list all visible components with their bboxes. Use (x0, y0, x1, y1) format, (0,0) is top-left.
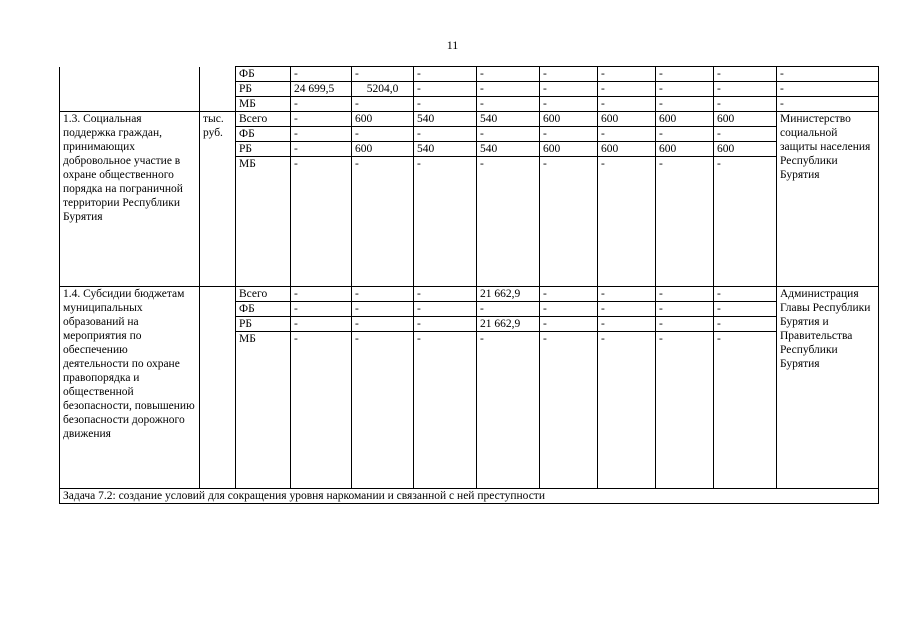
value-cell: 540 (414, 142, 477, 157)
value-cell: 5204,0 (352, 82, 414, 97)
source-cell: МБ (236, 332, 291, 489)
value-cell: - (598, 287, 656, 302)
source-cell: РБ (236, 82, 291, 97)
source-cell: РБ (236, 142, 291, 157)
value-cell: - (477, 332, 540, 489)
value-cell: - (656, 67, 714, 82)
value-cell: 540 (414, 112, 477, 127)
value-cell: - (540, 97, 598, 112)
value-cell: - (477, 97, 540, 112)
table-row (60, 112, 879, 127)
executor-cell: Министерство социальной защиты населения Республики Бурятия (777, 112, 879, 287)
value-cell: - (714, 302, 777, 317)
executor-cell: Администрация Главы Республики Бурятия и Правительства Республики Бурятия (777, 287, 879, 489)
source-cell: Всего (236, 112, 291, 127)
value-cell: - (656, 302, 714, 317)
value-cell: - (714, 157, 777, 287)
value-cell: - (352, 332, 414, 489)
source-cell: ФБ (236, 302, 291, 317)
value-cell: - (352, 157, 414, 287)
value-cell: - (714, 97, 777, 112)
value-cell: - (656, 157, 714, 287)
value-cell: - (291, 317, 352, 332)
value-cell: - (414, 287, 477, 302)
source-cell: Всего (236, 287, 291, 302)
value-cell: - (540, 287, 598, 302)
source-cell: РБ (236, 317, 291, 332)
value-cell: 600 (656, 112, 714, 127)
unit-cell: тыс. руб. (200, 112, 236, 287)
value-cell: 600 (352, 112, 414, 127)
executor-cell: - (777, 67, 879, 82)
value-cell: 21 662,9 (477, 287, 540, 302)
value-cell: - (352, 67, 414, 82)
value-cell: 21 662,9 (477, 317, 540, 332)
source-cell: МБ (236, 97, 291, 112)
value-cell: - (414, 67, 477, 82)
table-row (60, 489, 879, 504)
value-cell: - (714, 317, 777, 332)
value-cell: - (540, 127, 598, 142)
value-cell: 540 (477, 112, 540, 127)
value-cell: - (414, 302, 477, 317)
value-cell: - (352, 287, 414, 302)
value-cell: - (598, 82, 656, 97)
value-cell: 24 699,5 (291, 82, 352, 97)
value-cell: - (656, 287, 714, 302)
value-cell: - (714, 67, 777, 82)
value-cell: - (414, 317, 477, 332)
value-cell: - (656, 82, 714, 97)
value-cell: 600 (598, 142, 656, 157)
value-cell: - (598, 127, 656, 142)
value-cell: - (598, 302, 656, 317)
value-cell: - (540, 302, 598, 317)
task-heading: Задача 7.2: создание условий для сокращения уровня наркомании и связанной с ней преступности (60, 489, 879, 504)
value-cell: - (598, 317, 656, 332)
value-cell: - (414, 82, 477, 97)
page-number: 11 (446, 38, 459, 52)
value-cell: - (477, 67, 540, 82)
value-cell: 600 (714, 112, 777, 127)
value-cell: - (656, 332, 714, 489)
value-cell: - (477, 82, 540, 97)
value-cell: - (291, 332, 352, 489)
source-cell: МБ (236, 157, 291, 287)
program-table (59, 66, 879, 504)
value-cell: - (352, 317, 414, 332)
value-cell: - (477, 157, 540, 287)
value-cell: - (714, 287, 777, 302)
source-cell: ФБ (236, 127, 291, 142)
empty-name-cell (60, 67, 200, 112)
measure-name-cell: 1.3. Социальная поддержка граждан, принимающих добровольное участие в охране общественного порядка на пограничной территории Республики Бурятия (60, 112, 200, 287)
value-cell: 600 (598, 112, 656, 127)
value-cell: - (291, 112, 352, 127)
value-cell: - (291, 287, 352, 302)
value-cell: - (714, 127, 777, 142)
value-cell: - (714, 82, 777, 97)
value-cell: 600 (714, 142, 777, 157)
value-cell: 600 (656, 142, 714, 157)
value-cell: - (291, 97, 352, 112)
value-cell: - (656, 317, 714, 332)
value-cell: - (656, 127, 714, 142)
value-cell: - (291, 157, 352, 287)
table-row (60, 287, 879, 302)
unit-cell (200, 287, 236, 489)
value-cell: 600 (352, 142, 414, 157)
value-cell: - (540, 332, 598, 489)
value-cell: - (477, 127, 540, 142)
value-cell: - (540, 67, 598, 82)
value-cell: - (291, 67, 352, 82)
value-cell: 600 (540, 142, 598, 157)
measure-name-cell: 1.4. Субсидии бюджетам муниципальных образований на мероприятия по обеспечению деятельности по охране правопорядка и общественной безопасности, повышению безопасности дорожного движения (60, 287, 200, 489)
empty-unit-cell (200, 67, 236, 112)
value-cell: - (598, 332, 656, 489)
value-cell: - (656, 97, 714, 112)
value-cell: - (291, 302, 352, 317)
value-cell: - (291, 127, 352, 142)
value-cell: - (598, 157, 656, 287)
value-cell: - (414, 97, 477, 112)
value-cell: - (414, 127, 477, 142)
value-cell: - (477, 302, 540, 317)
value-cell: 600 (540, 112, 598, 127)
value-cell: - (291, 142, 352, 157)
value-cell: - (352, 302, 414, 317)
table-row (60, 67, 879, 82)
source-cell: ФБ (236, 67, 291, 82)
value-cell: 540 (477, 142, 540, 157)
executor-cell: - (777, 82, 879, 97)
value-cell: - (540, 82, 598, 97)
value-cell: - (352, 97, 414, 112)
value-cell: - (414, 332, 477, 489)
executor-cell: - (777, 97, 879, 112)
value-cell: - (540, 157, 598, 287)
value-cell: - (598, 97, 656, 112)
value-cell: - (540, 317, 598, 332)
value-cell: - (414, 157, 477, 287)
value-cell: - (714, 332, 777, 489)
value-cell: - (598, 67, 656, 82)
value-cell: - (352, 127, 414, 142)
